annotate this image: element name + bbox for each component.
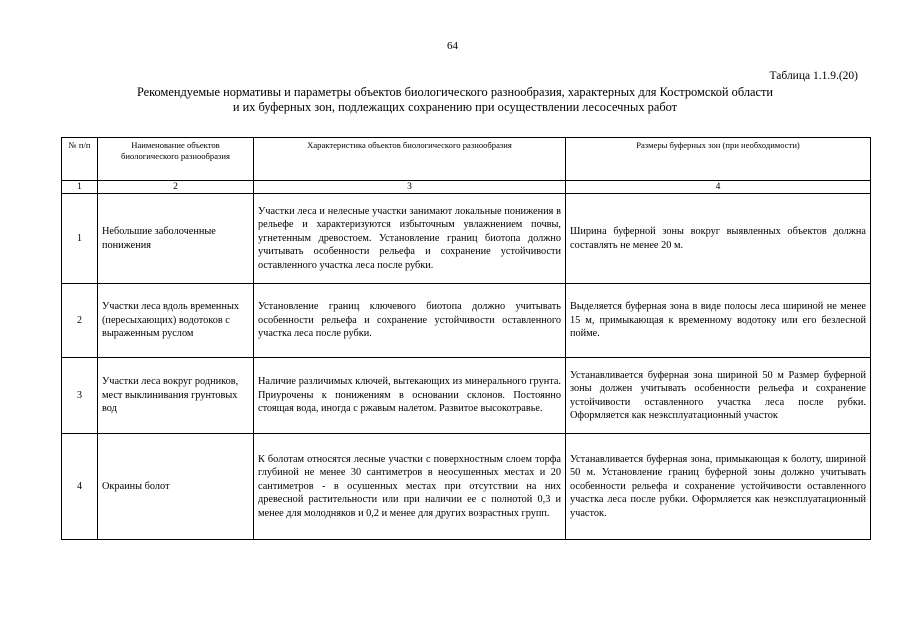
row-name: Окраины болот [98, 434, 254, 540]
table-number: Таблица 1.1.9.(20) [769, 70, 858, 82]
column-number-row [62, 181, 871, 194]
header-num: № п/п [62, 138, 98, 181]
column-number: 3 [254, 181, 566, 194]
row-buffer: Устанавливается буферная зона, примыкающая к болоту, шириной 50 м. Установление границ буферной зоны должно учитывать особенности рельефа и сохранение устойчивости оставленного участка леса после рубки. Оформляется как неэксплуатационный участок. [566, 434, 871, 540]
row-num: 1 [62, 194, 98, 284]
table-row [62, 194, 871, 284]
row-name: Участки леса вокруг родников, мест выклинивания грунтовых вод [98, 358, 254, 434]
header-name: Наименование объектов биологического разнообразия [98, 138, 254, 181]
title-line-1: Рекомендуемые нормативы и параметры объектов биологического разнообразия, характерных для Костромской области [136, 85, 774, 99]
table-row [62, 434, 871, 540]
column-number: 2 [98, 181, 254, 194]
header-buffer: Размеры буферных зон (при необходимости) [566, 138, 871, 181]
row-num: 2 [62, 284, 98, 358]
header-row [62, 138, 871, 181]
table-row [62, 284, 871, 358]
row-name: Участки леса вдоль временных (пересыхающих) водотоков с выраженным руслом [98, 284, 254, 358]
biodiversity-table [61, 137, 871, 540]
row-buffer: Ширина буферной зоны вокруг выявленных объектов должна составлять не менее 20 м. [566, 194, 871, 284]
header-desc: Характеристика объектов биологического разнообразия [254, 138, 566, 181]
row-num: 3 [62, 358, 98, 434]
row-desc: Наличие различимых ключей, вытекающих из минерального грунта. Приурочены к понижениям в основании склонов. Постоянно стоящая вода, иногда с ржавым налетом. Развитое высокотравье. [254, 358, 566, 434]
column-number: 1 [62, 181, 98, 194]
row-buffer: Устанавливается буферная зона шириной 50 м Размер буферной зоны должен учитывать особенности рельефа и сохранение устойчивости оставленного участка леса после рубки. Оформляется как неэксплуатационный участок [566, 358, 871, 434]
page-number: 64 [447, 40, 458, 52]
row-desc: Установление границ ключевого биотопа должно учитывать особенности рельефа и сохранение устойчивости оставленного участка леса после рубки. [254, 284, 566, 358]
row-desc: Участки леса и нелесные участки занимают локальные понижения в рельефе и характеризуются избыточным увлажнением почвы, угнетенным древостоем. Установление границ биотопа должно учитывать особенности рельефа и сохранение устойчивости оставленного участка леса после рубки. [254, 194, 566, 284]
row-num: 4 [62, 434, 98, 540]
title-line-2: и их буферных зон, подлежащих сохранению при осуществлении лесосечных работ [232, 100, 678, 114]
table-row [62, 358, 871, 434]
column-number: 4 [566, 181, 871, 194]
row-desc: К болотам относятся лесные участки с поверхностным слоем торфа глубиной не менее 30 сантиметров в неосушенных местах и 20 сантиметров - в осушенных местах при отсутствии на них древесной растительности или при наличии ее с полнотой 0,3 и менее для молодняков и 0,2 и менее для других возрастных групп. [254, 434, 566, 540]
row-name: Небольшие заболоченные понижения [98, 194, 254, 284]
row-buffer: Выделяется буферная зона в виде полосы леса шириной не менее 15 м, примыкающая к временному водотоку или его безлесной пойме. [566, 284, 871, 358]
table-title [40, 85, 870, 115]
